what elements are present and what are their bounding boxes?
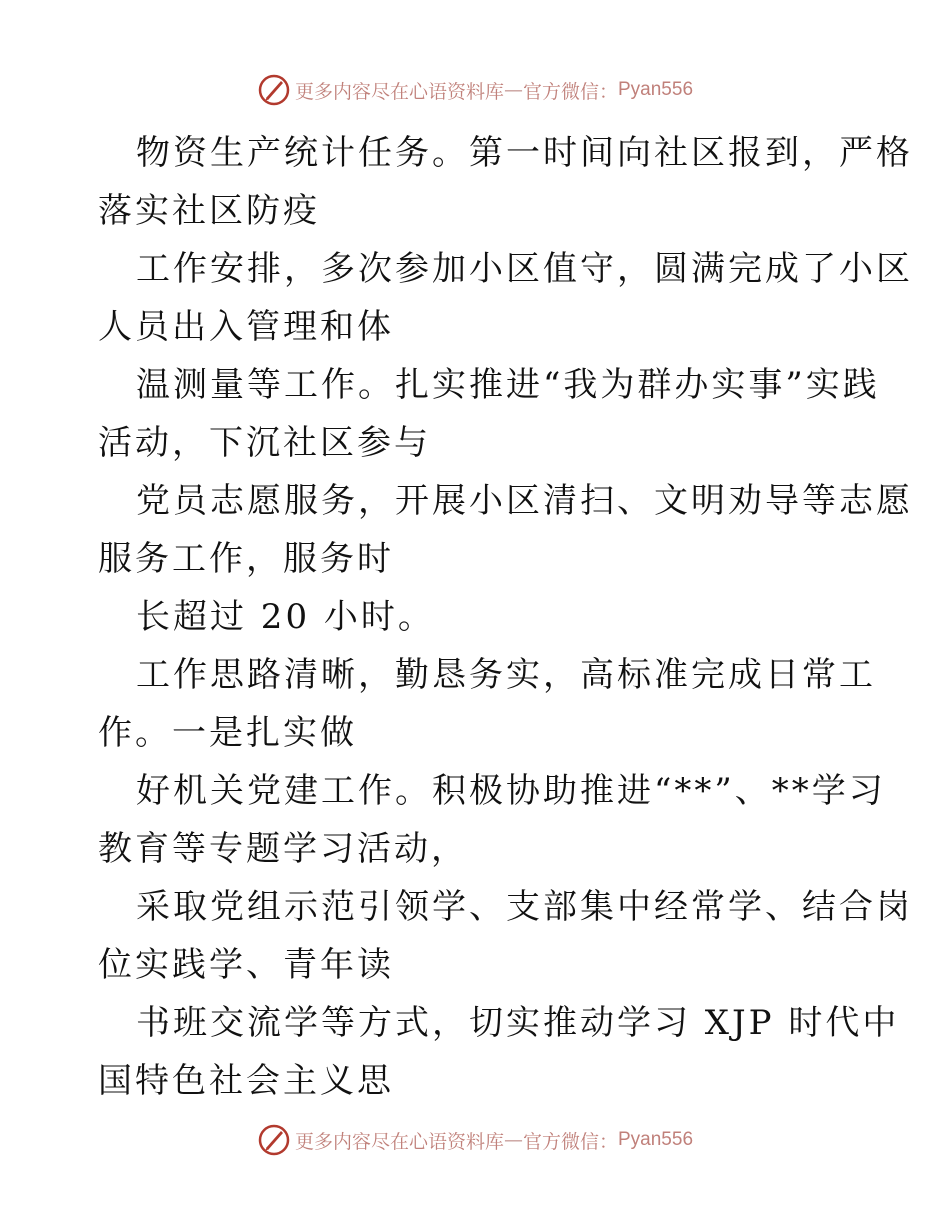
watermark-separator: — <box>503 79 523 101</box>
watermark-text: 更多内容尽在心语资料库 <box>294 80 504 103</box>
quill-logo-icon <box>257 1123 291 1157</box>
quill-logo-icon <box>257 73 291 107</box>
paragraph-line: 党员志愿服务，开展小区清扫、文明劝导等志愿 <box>136 481 913 521</box>
paragraph-9 <box>98 994 900 1110</box>
paragraph-line: 活动，下沉社区参与 <box>98 423 431 463</box>
watermark-suffix: 官方微信： <box>522 80 618 103</box>
watermark-account: Pyan556 <box>618 79 694 100</box>
paragraph-line: 工作安排，多次参加小区值守，圆满完成了小区 <box>136 249 913 289</box>
paragraph-8 <box>98 878 913 994</box>
footer-watermark <box>0 1120 950 1160</box>
paragraph-4 <box>98 472 913 588</box>
paragraph-6 <box>98 646 876 762</box>
paragraph-line: 书班交流学等方式，切实推动学习 XJP 时代中 <box>136 1003 900 1043</box>
paragraph-line: 国特色社会主义思 <box>98 1061 394 1101</box>
paragraph-line: 采取党组示范引领学、支部集中经常学、结合岗 <box>136 887 913 927</box>
paragraph-3 <box>98 356 880 472</box>
paragraph-line: 好机关党建工作。积极协助推进“**”、**学习 <box>136 771 886 811</box>
header-watermark <box>0 70 950 110</box>
paragraph-5 <box>98 588 858 646</box>
paragraph-line: 位实践学、青年读 <box>98 945 394 985</box>
paragraph-line: 作。一是扎实做 <box>98 713 357 753</box>
watermark-separator: — <box>503 1129 523 1151</box>
paragraph-1 <box>98 124 913 240</box>
paragraph-line: 人员出入管理和体 <box>98 307 394 347</box>
paragraph-line: 服务工作，服务时 <box>98 539 394 579</box>
paragraph-line: 落实社区防疫 <box>98 191 320 231</box>
paragraph-line: 工作思路清晰，勤恳务实，高标准完成日常工 <box>136 655 876 695</box>
document-body <box>98 124 913 1110</box>
paragraph-7 <box>98 762 886 878</box>
paragraph-line: 温测量等工作。扎实推进“我为群办实事”实践 <box>136 365 880 405</box>
paragraph-line: 长超过 20 小时。 <box>136 597 435 637</box>
paragraph-2 <box>98 240 913 356</box>
watermark-text: 更多内容尽在心语资料库 <box>294 1130 504 1153</box>
watermark-account: Pyan556 <box>618 1129 694 1150</box>
paragraph-line: 教育等专题学习活动， <box>98 829 468 869</box>
paragraph-line: 物资生产统计任务。第一时间向社区报到，严格 <box>136 133 913 173</box>
watermark-suffix: 官方微信： <box>522 1130 618 1153</box>
